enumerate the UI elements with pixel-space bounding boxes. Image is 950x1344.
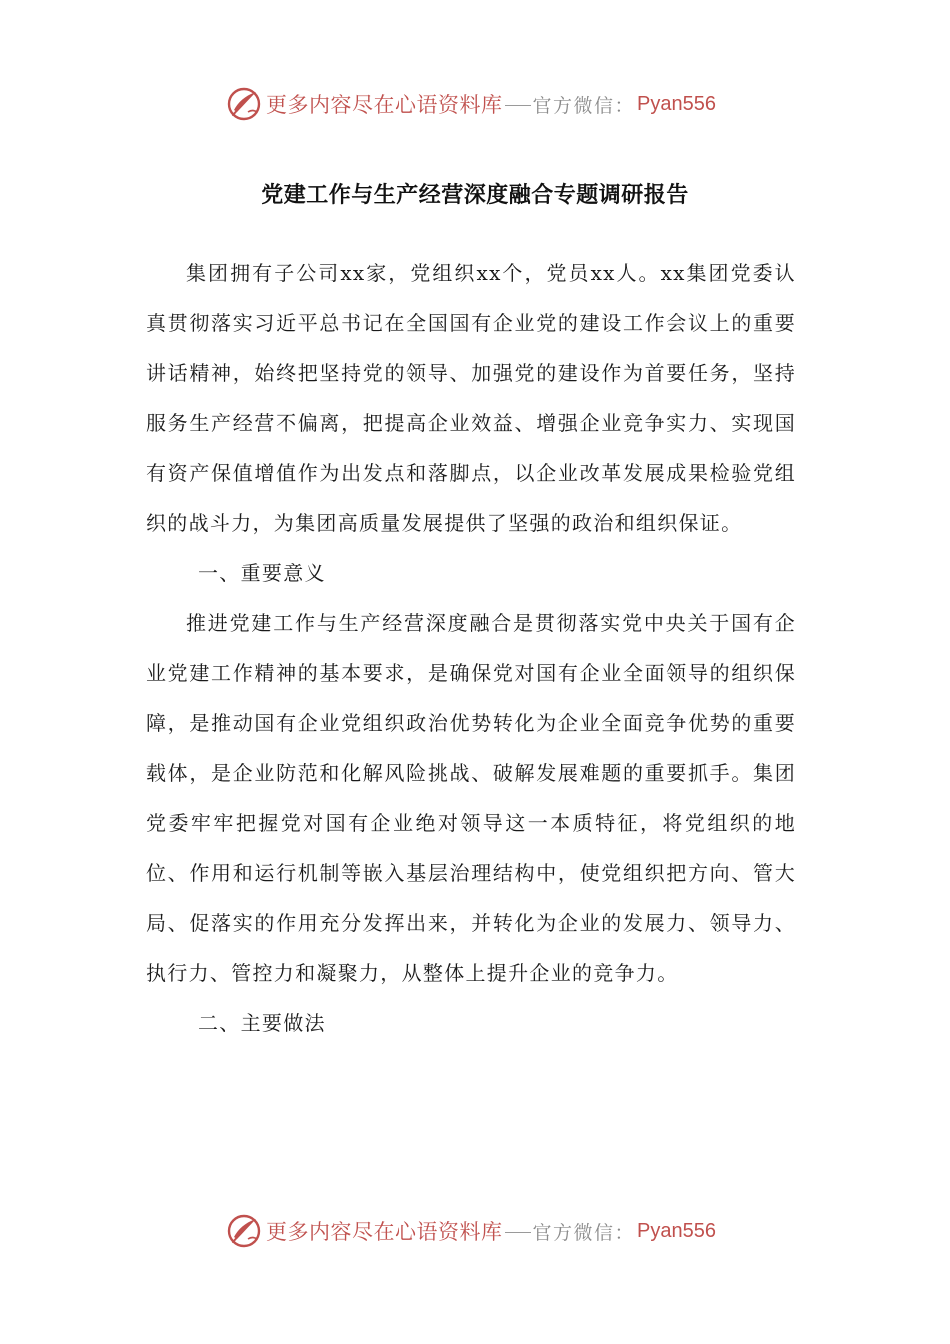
intro-paragraph: 集团拥有子公司xx家，党组织xx个，党员xx人。xx集团党委认真贯彻落实习近平总书记在全国国有企业党的建设工作会议上的重要讲话精神，始终把坚持党的领导、加强党的建设作为首要任务，坚持服务生产经营不偏离，把提高企业效益、增强企业竞争实力、实现国有资产保值增值作为出发点和落脚点，以企业改革发展成果检验党组织的战斗力，为集团高质量发展提供了坚强的政治和组织保证。 bbox=[146, 261, 796, 535]
document-title: 党建工作与生产经营深度融合专题调研报告 bbox=[261, 183, 689, 208]
watermark-dash bbox=[505, 105, 531, 106]
quill-logo-icon bbox=[226, 1213, 262, 1249]
footer-watermark bbox=[226, 1211, 716, 1251]
quill-logo-icon bbox=[226, 86, 262, 122]
section-1-paragraph: 推进党建工作与生产经营深度融合是贯彻落实党中央关于国有企业党建工作精神的基本要求，是确保党对国有企业全面领导的组织保障，是推动国有企业党组织政治优势转化为企业全面竞争优势的重要载体，是企业防范和化解风险挑战、破解发展难题的重要抓手。集团党委牢牢把握党对国有企业绝对领导这一本质特征，将党组织的地位、作用和运行机制等嵌入基层治理结构中，使党组织把方向、管大局、促落实的作用充分发挥出来，并转化为企业的发展力、领导力、执行力、管控力和凝聚力，从整体上提升企业的竞争力。 bbox=[146, 611, 796, 985]
header-watermark bbox=[226, 84, 716, 124]
watermark-wechat-id: Pyan556 bbox=[637, 92, 716, 115]
watermark-dash bbox=[505, 1232, 531, 1233]
watermark-official-label: 官方微信： bbox=[532, 1221, 636, 1244]
section-heading-1: 一、重要意义 bbox=[198, 561, 326, 585]
watermark-brand-text: 更多内容尽在心语资料库 bbox=[266, 1220, 503, 1244]
section-heading-2: 二、主要做法 bbox=[198, 1011, 326, 1035]
document-body bbox=[146, 248, 796, 1048]
watermark-official-label: 官方微信： bbox=[532, 94, 636, 117]
watermark-wechat-id: Pyan556 bbox=[637, 1219, 716, 1242]
watermark-brand-text: 更多内容尽在心语资料库 bbox=[266, 93, 503, 117]
